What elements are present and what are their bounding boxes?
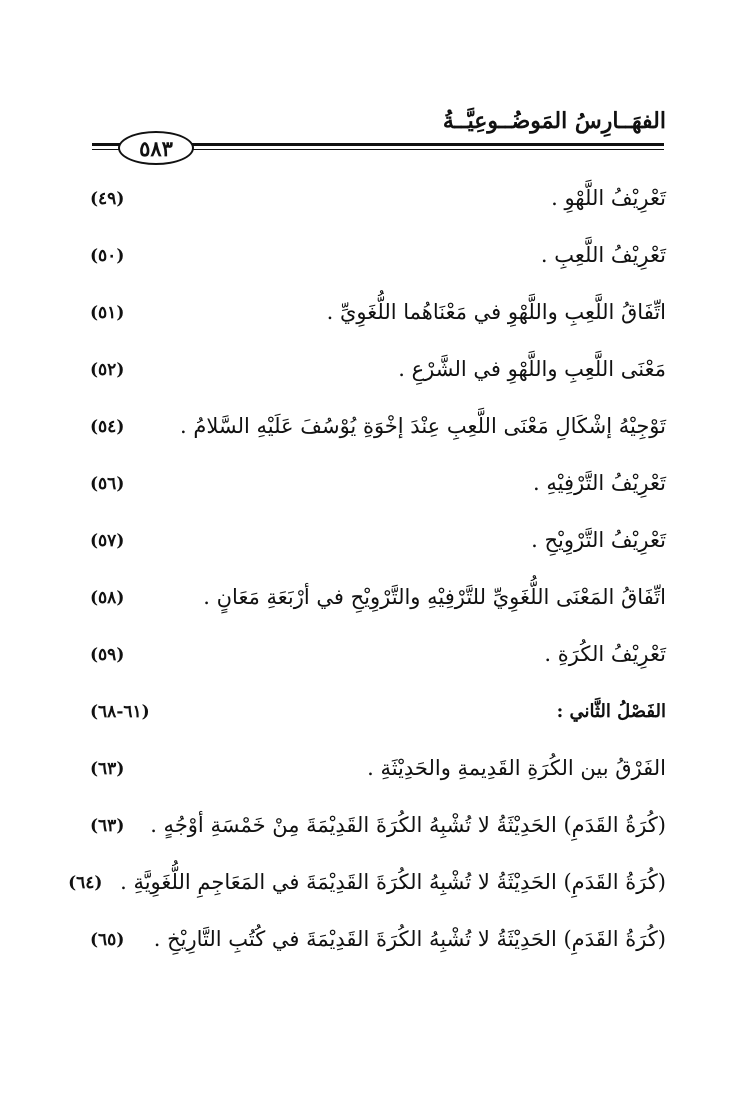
chapter-heading: [90, 683, 666, 740]
entry-page-ref: (٦٥): [90, 929, 125, 950]
entry-title: مَعْنَى اللَّعِبِ واللَّهْوِ في الشَّرْعِ .: [398, 356, 666, 381]
index-entry: [90, 569, 666, 626]
entry-title: الفَرْقُ بين الكُرَةِ القَدِيمةِ والحَدِيْثَةِ .: [367, 755, 666, 780]
entry-title: تَعْرِيْفُ اللَّعِبِ .: [540, 242, 666, 267]
entry-title: تَعْرِيْفُ الكُرَةِ .: [544, 641, 666, 666]
index-entry: [90, 740, 666, 797]
entry-title: تَعْرِيْفُ اللَّهْوِ .: [551, 185, 666, 210]
entry-page-ref: (٥٢): [90, 359, 125, 380]
entry-title: تَعْرِيْفُ التَّرْوِيْحِ .: [531, 527, 666, 552]
entry-page-ref: (٦٤): [68, 872, 103, 893]
entry-page-ref: (٥٠): [90, 245, 125, 266]
entry-page-ref: (٥١): [90, 302, 125, 323]
entry-page-ref: (٦٣): [90, 758, 125, 779]
entry-title: اتِّفَاقُ اللَّعِبِ واللَّهْوِ في مَعْنَاهُما اللُّغَوِيِّ .: [326, 299, 666, 324]
index-entry: [90, 626, 666, 683]
index-entries: [68, 170, 666, 968]
index-entry: [90, 512, 666, 569]
entry-title: تَوْجِيْهُ إشْكَالِ مَعْنَى اللَّعِبِ عِنْدَ إخْوَةِ يُوْسُفَ عَلَيْهِ السَّلامُ .: [179, 413, 666, 438]
entry-page-ref: (٦٣): [90, 815, 125, 836]
entry-title: (كُرَةُ القَدَمِ) الحَدِيْثَةُ لا تُشْبِهُ الكُرَةَ القَدِيْمَةَ مِنْ خَمْسَةِ أوْجُهٍ .: [150, 812, 666, 837]
index-entry: [90, 455, 666, 512]
entry-title: (كُرَةُ القَدَمِ) الحَدِيْثَةُ لا تُشْبِهُ الكُرَةَ القَدِيْمَةَ في المَعَاجِمِ اللُّغَوِيَّةِ .: [120, 869, 666, 894]
index-entry: [90, 911, 666, 968]
index-entry: [90, 284, 666, 341]
index-entry: [90, 797, 666, 854]
entry-page-ref: (٥٩): [90, 644, 125, 665]
entry-page-ref: (٥٤): [90, 416, 125, 437]
chapter-page-range: (٦١-٦٨): [90, 701, 150, 722]
entry-page-ref: (٥٧): [90, 530, 125, 551]
index-entry: [90, 341, 666, 398]
entry-title: تَعْرِيْفُ التَّرْفِيْهِ .: [533, 470, 666, 495]
entry-title: اتِّفَاقُ المَعْنَى اللُّغَوِيِّ للتَّرْفِيْهِ والتَّرْوِيْحِ في أرْبَعَةِ مَعَانٍ .: [203, 584, 666, 609]
entry-page-ref: (٥٨): [90, 587, 125, 608]
entry-page-ref: (٤٩): [90, 188, 125, 209]
entry-page-ref: (٥٦): [90, 473, 125, 494]
index-entry: [90, 227, 666, 284]
index-entry: [90, 170, 666, 227]
index-entry: [90, 398, 666, 455]
running-header-title: الفهَــارِسُ المَوضُــوعِيَّــةُ: [442, 108, 666, 134]
page-number: ٥٨٣: [118, 131, 194, 165]
index-entry: [68, 854, 666, 911]
chapter-title: الفَصْلُ الثَّاني :: [556, 700, 666, 722]
entry-title: (كُرَةُ القَدَمِ) الحَدِيْثَةُ لا تُشْبِهُ الكُرَةَ القَدِيْمَةَ في كُتُبِ التَّارِيْخِ .: [153, 926, 666, 951]
